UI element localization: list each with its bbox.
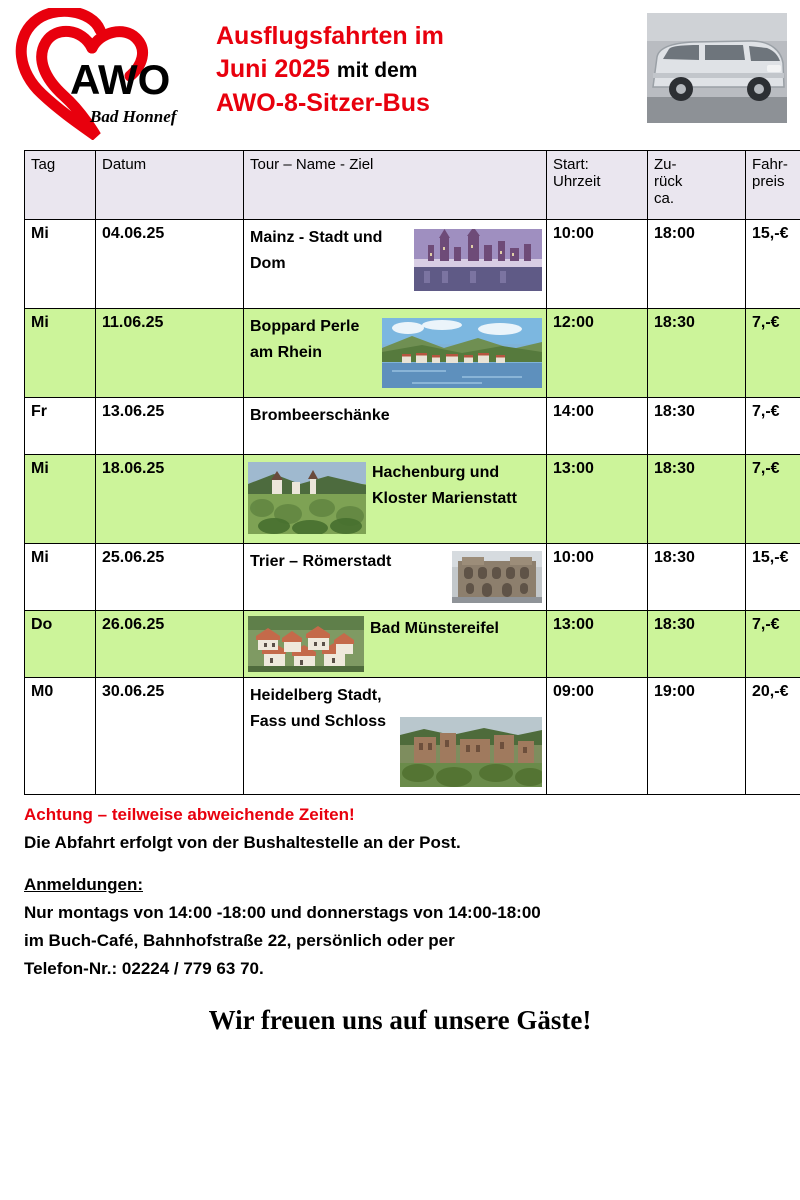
table-row[interactable] [25, 611, 800, 678]
table-row[interactable] [25, 398, 800, 455]
cell-back: 18:30 [648, 309, 746, 398]
cell-tour-text: Trier – Römerstadt [250, 553, 392, 570]
notes-spacer [24, 857, 776, 871]
column-header-back-line3: ca. [654, 190, 675, 207]
cell-price: 7,-€ [746, 455, 800, 544]
cell-date: 04.06.25 [96, 220, 244, 309]
cell-back: 18:30 [648, 611, 746, 678]
svg-text:AWO: AWO [70, 56, 171, 103]
cell-tour [244, 398, 547, 455]
cell-day: Mi [25, 455, 96, 544]
cell-tour [244, 455, 547, 544]
awo-logo [12, 8, 202, 140]
cell-tour [244, 611, 547, 678]
page-title [216, 20, 616, 120]
cell-tour [244, 220, 547, 309]
cell-start: 14:00 [547, 398, 648, 455]
boppard-thumbnail [382, 318, 542, 388]
column-header-price-line1: Fahr- [752, 156, 788, 173]
trier-thumbnail [452, 551, 542, 603]
cell-tour [244, 678, 547, 795]
registration-title: Anmeldungen: [24, 875, 143, 894]
title-line-3: AWO-8-Sitzer-Bus [216, 89, 430, 117]
title-month: Juni 2025 [216, 55, 330, 83]
cell-back: 18:30 [648, 398, 746, 455]
cell-tour [244, 544, 547, 611]
column-header-tour: Tour – Name - Ziel [244, 151, 547, 220]
column-header-back-line1: Zu- [654, 156, 677, 173]
cell-day: M0 [25, 678, 96, 795]
schedule-table [24, 150, 800, 795]
cell-day: Mi [25, 544, 96, 611]
cell-price: 15,-€ [746, 544, 800, 611]
muenstereifel-thumbnail [248, 616, 364, 672]
column-header-start-line1: Start: [553, 156, 589, 173]
cell-price: 7,-€ [746, 309, 800, 398]
warning-text: Achtung – teilweise abweichende Zeiten! [24, 805, 355, 824]
title-with: mit dem [336, 59, 418, 82]
cell-price: 15,-€ [746, 220, 800, 309]
page-header [0, 0, 800, 150]
cell-day: Mi [25, 309, 96, 398]
column-header-day: Tag [25, 151, 96, 220]
svg-text:Bad Honnef: Bad Honnef [90, 107, 177, 126]
column-header-start-line2: Uhrzeit [553, 173, 601, 190]
cell-tour-text: Mainz - Stadt und Dom [250, 229, 383, 272]
cell-back: 18:00 [648, 220, 746, 309]
hachenburg-thumbnail [248, 462, 366, 534]
title-line-1: Ausflugsfahrten im [216, 22, 444, 50]
cell-date: 11.06.25 [96, 309, 244, 398]
title-line-2 [216, 53, 616, 87]
cell-tour-text: Brombeerschänke [250, 407, 390, 424]
cell-date: 26.06.25 [96, 611, 244, 678]
column-header-start [547, 151, 648, 220]
bus-photo [647, 13, 787, 123]
column-header-price [746, 151, 800, 220]
cell-tour [244, 309, 547, 398]
registration-line-1: Nur montags von 14:00 -18:00 und donnerstags von 14:00-18:00 [24, 903, 541, 922]
cell-tour-text: Bad Münstereifel [370, 620, 499, 637]
cell-price: 7,-€ [746, 398, 800, 455]
cell-day: Fr [25, 398, 96, 455]
table-header-row [25, 151, 800, 220]
heidelberg-thumbnail [400, 717, 542, 787]
table-row[interactable] [25, 544, 800, 611]
cell-start: 09:00 [547, 678, 648, 795]
cell-start: 13:00 [547, 455, 648, 544]
cell-back: 18:30 [648, 544, 746, 611]
table-row[interactable] [25, 309, 800, 398]
cell-date: 25.06.25 [96, 544, 244, 611]
cell-tour-text: Hachenburg und Kloster Marienstatt [372, 464, 517, 507]
table-row[interactable] [25, 455, 800, 544]
cell-tour-text: Heidelberg Stadt, Fass und Schloss [250, 687, 387, 730]
cell-date: 18.06.25 [96, 455, 244, 544]
cell-date: 13.06.25 [96, 398, 244, 455]
cell-day: Do [25, 611, 96, 678]
column-header-back-line2: rück [654, 173, 683, 190]
departure-text: Die Abfahrt erfolgt von der Bushaltestelle an der Post. [24, 833, 461, 852]
table-row[interactable] [25, 678, 800, 795]
schedule-table-wrapper [24, 150, 789, 795]
cell-price: 20,-€ [746, 678, 800, 795]
cell-back: 19:00 [648, 678, 746, 795]
column-header-back [648, 151, 746, 220]
table-row[interactable] [25, 220, 800, 309]
column-header-date: Datum [96, 151, 244, 220]
registration-line-2: im Buch-Café, Bahnhofstraße 22, persönlich oder per [24, 931, 455, 950]
cell-start: 10:00 [547, 220, 648, 309]
closing-text: Wir freuen uns auf unsere Gäste! [208, 1005, 592, 1035]
cell-price: 7,-€ [746, 611, 800, 678]
notes-section [24, 801, 776, 983]
cell-day: Mi [25, 220, 96, 309]
cell-start: 12:00 [547, 309, 648, 398]
mainz-thumbnail [414, 229, 542, 291]
cell-tour-text: Boppard Perle am Rhein [250, 318, 360, 361]
cell-start: 13:00 [547, 611, 648, 678]
cell-start: 10:00 [547, 544, 648, 611]
cell-date: 30.06.25 [96, 678, 244, 795]
cell-back: 18:30 [648, 455, 746, 544]
column-header-price-line2: preis [752, 173, 785, 190]
registration-line-3: Telefon-Nr.: 02224 / 779 63 70. [24, 959, 264, 978]
